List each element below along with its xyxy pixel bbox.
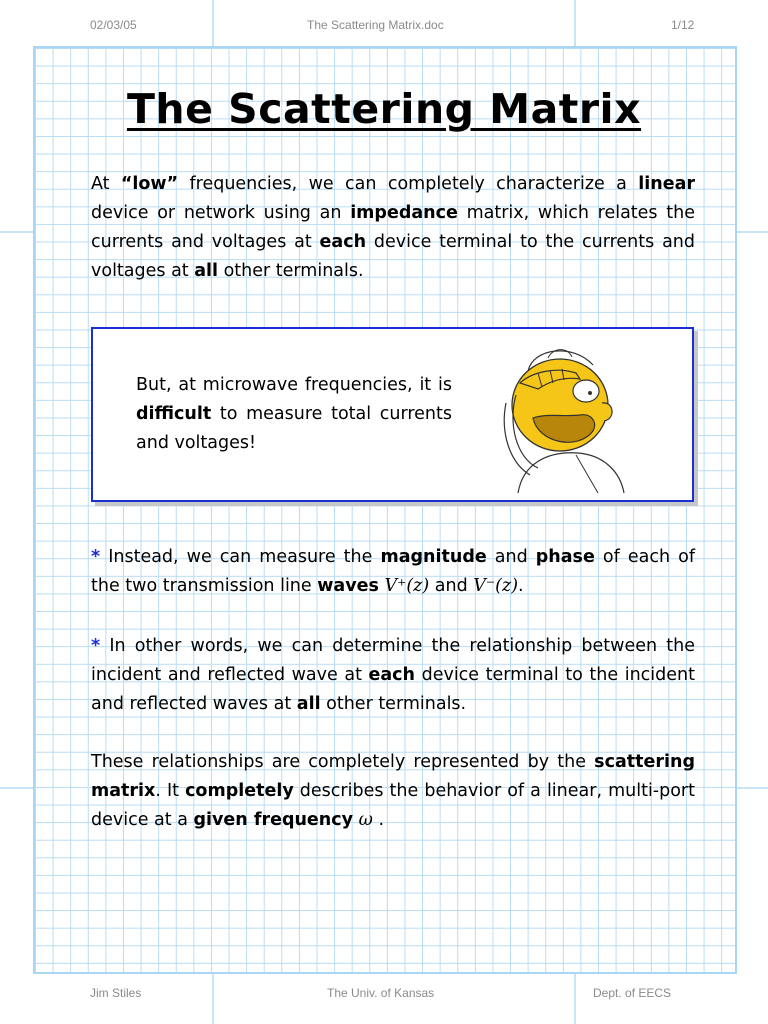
emphasis: phase bbox=[535, 547, 595, 567]
emphasis: magnitude bbox=[380, 547, 487, 567]
text: device terminal to the incident and reflected waves at bbox=[91, 665, 695, 714]
text: device terminal to the currents and voltages at bbox=[91, 232, 695, 281]
emphasis: difficult bbox=[136, 404, 212, 424]
text: These relationships are completely represented by the bbox=[91, 752, 595, 772]
header-filename: The Scattering Matrix.doc bbox=[307, 18, 444, 32]
emphasis: all bbox=[194, 261, 219, 281]
text: . It bbox=[155, 781, 186, 801]
text: . bbox=[518, 576, 524, 596]
bullet-measure-waves bbox=[91, 543, 695, 601]
text: and bbox=[486, 547, 536, 567]
intro-paragraph bbox=[91, 170, 695, 286]
text: device or network using an bbox=[91, 203, 351, 223]
text: In other words, we can determine the relationship between the incident and reflected wave at bbox=[91, 636, 695, 685]
emphasis: waves bbox=[317, 576, 379, 596]
emphasis: completely bbox=[185, 781, 294, 801]
emphasis: linear bbox=[638, 174, 696, 194]
text: and bbox=[429, 576, 474, 596]
callout-text bbox=[136, 371, 452, 458]
header-page-number: 1/12 bbox=[671, 18, 695, 32]
text: Instead, we can measure the bbox=[100, 547, 381, 567]
text: to measure total currents and voltages! bbox=[136, 404, 452, 453]
text: At bbox=[91, 174, 121, 194]
text: other terminals. bbox=[320, 694, 467, 714]
emphasis: each bbox=[368, 665, 416, 685]
emphasis: scattering matrix bbox=[91, 752, 695, 801]
text: . bbox=[378, 810, 385, 830]
text: of each of the two transmission line bbox=[91, 547, 695, 596]
footer-author: Jim Stiles bbox=[90, 986, 142, 1000]
page-footer bbox=[0, 986, 768, 1006]
scattering-matrix-paragraph bbox=[91, 748, 695, 835]
page-title: The Scattering Matrix bbox=[126, 85, 642, 133]
text: describes the behavior of a linear, multi-port device at a bbox=[91, 781, 695, 830]
callout-box bbox=[91, 327, 694, 502]
text: matrix, which relates the currents and voltages at bbox=[91, 203, 695, 252]
page-header bbox=[0, 18, 768, 38]
bullet-relationship bbox=[91, 632, 695, 719]
emphasis: all bbox=[296, 694, 321, 714]
header-date: 02/03/05 bbox=[90, 18, 137, 32]
bullet-star-icon: * bbox=[91, 547, 101, 567]
emphasis: given frequency bbox=[193, 810, 354, 830]
text: But, at microwave frequencies, it is bbox=[136, 375, 452, 395]
math-v-minus: V⁻(z) bbox=[473, 576, 519, 596]
footer-university: The Univ. of Kansas bbox=[327, 986, 435, 1000]
text: other terminals. bbox=[218, 261, 364, 281]
math-omega: ω bbox=[358, 810, 373, 830]
math-v-plus: V⁺(z) bbox=[384, 576, 430, 596]
homer-cartoon-icon bbox=[498, 343, 628, 495]
emphasis: each bbox=[319, 232, 367, 252]
bullet-star-icon: * bbox=[91, 636, 101, 656]
emphasis: “low” bbox=[120, 174, 179, 194]
text: frequencies, we can completely characterize a bbox=[178, 174, 639, 194]
footer-department: Dept. of EECS bbox=[593, 986, 672, 1000]
emphasis: impedance bbox=[350, 203, 458, 223]
